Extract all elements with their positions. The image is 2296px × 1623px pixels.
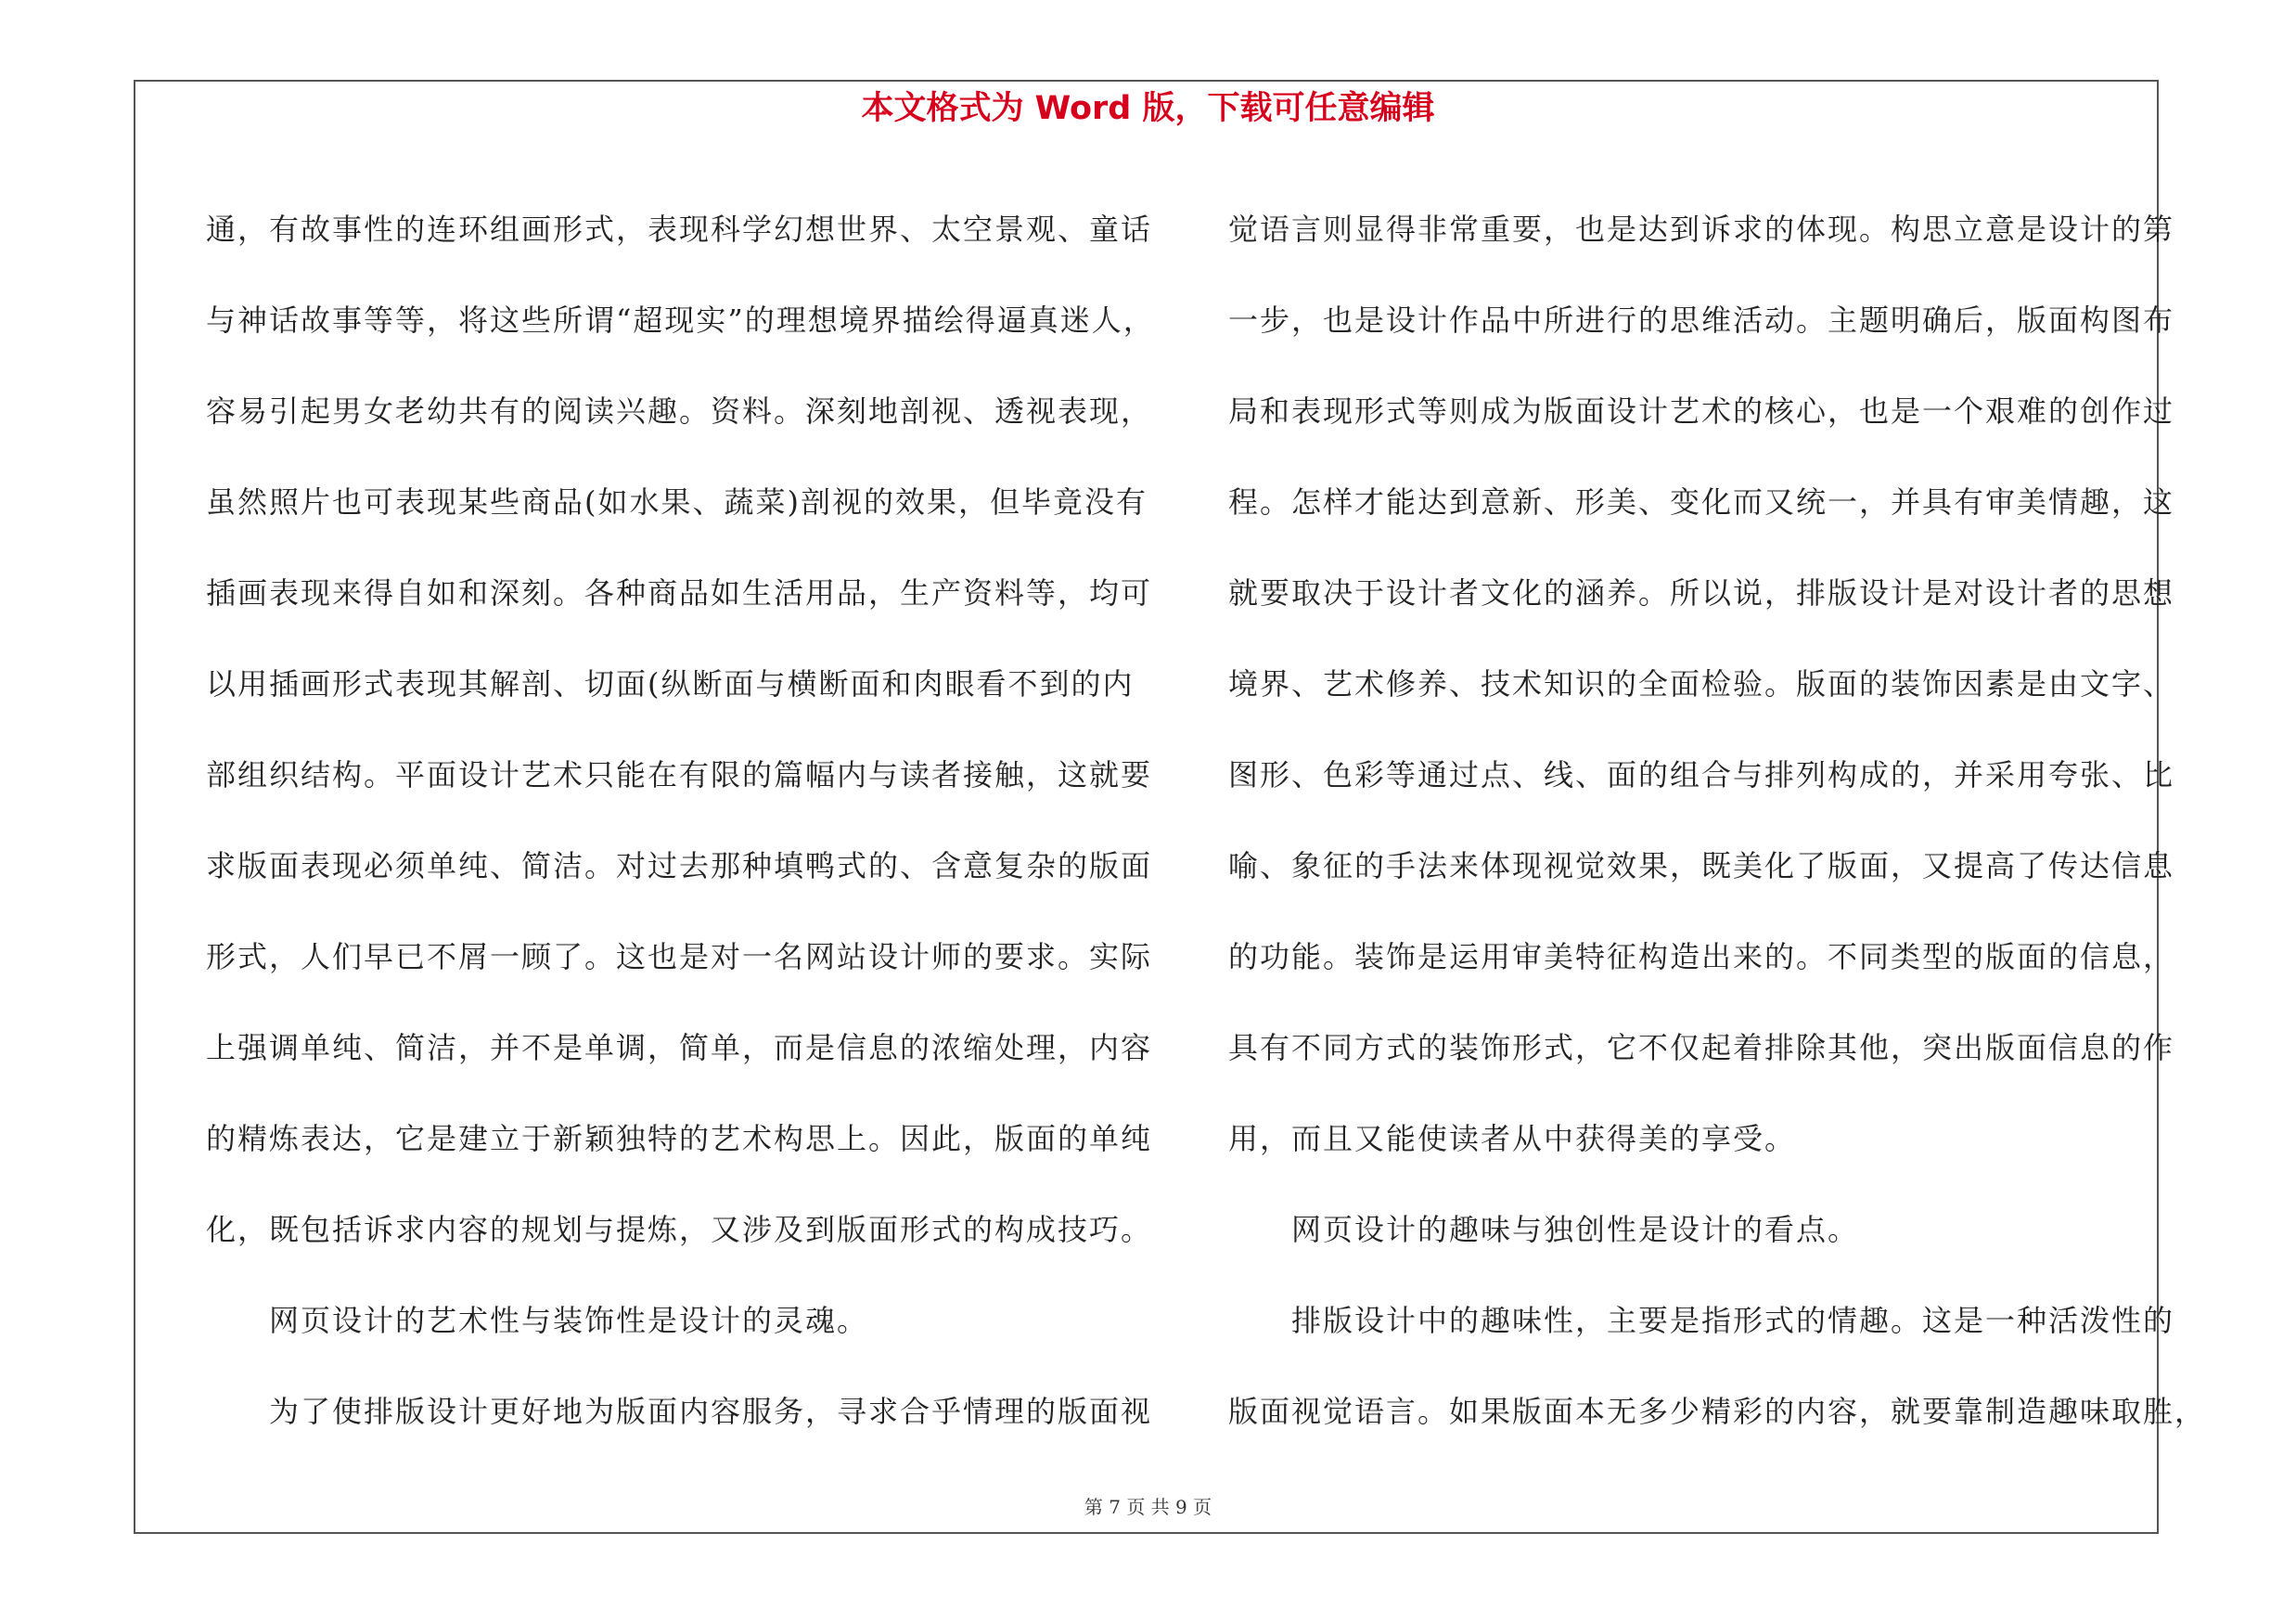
right-column [1228, 184, 2207, 1457]
text-line: 版面视觉语言。如果版面本无多少精彩的内容，就要靠制造趣味取胜， [1228, 1394, 2207, 1429]
text-line: 境界、艺术修养、技术知识的全面检验。版面的装饰因素是由文字、 [1228, 666, 2175, 702]
text-line: 具有不同方式的装饰形式，它不仅起着排除其他，突出版面信息的作 [1228, 1030, 2175, 1065]
text-line: 的功能。装饰是运用审美特征构造出来的。不同类型的版面的信息， [1228, 939, 2175, 974]
text-line: 上强调单纯、简洁，并不是单调，简单，而是信息的浓缩处理，内容 [206, 1030, 1153, 1065]
text-line: 部组织结构。平面设计艺术只能在有限的篇幅内与读者接触，这就要 [206, 757, 1153, 792]
paragraph-start-line: 排版设计中的趣味性，主要是指形式的情趣。这是一种活泼性的 [1291, 1303, 2175, 1338]
text-line: 与神话故事等等，将这些所谓“超现实”的理想境界描绘得逼真迷人， [206, 303, 1155, 338]
text-line: 用，而且又能使读者从中获得美的享受。 [1228, 1121, 1797, 1156]
text-line: 局和表现形式等则成为版面设计艺术的核心，也是一个艰难的创作过 [1228, 393, 2175, 429]
text-line: 以用插画形式表现其解剖、切面(纵断面与横断面和肉眼看不到的内 [206, 666, 1135, 702]
text-line: 一步，也是设计作品中所进行的思维活动。主题明确后，版面构图布 [1228, 303, 2175, 338]
text-line: 的精炼表达，它是建立于新颖独特的艺术构思上。因此，版面的单纯 [206, 1121, 1153, 1156]
text-line: 求版面表现必须单纯、简洁。对过去那种填鸭式的、含意复杂的版面 [206, 848, 1153, 883]
paragraph-start-line: 为了使排版设计更好地为版面内容服务，寻求合乎情理的版面视 [269, 1394, 1153, 1429]
text-line: 形式，人们早已不屑一顾了。这也是对一名网站设计师的要求。实际 [206, 939, 1153, 974]
text-line: 觉语言则显得非常重要，也是达到诉求的体现。构思立意是设计的第 [1228, 212, 2175, 247]
text-line: 程。怎样才能达到意新、形美、变化而又统一，并具有审美情趣，这 [1228, 484, 2175, 520]
text-line: 就要取决于设计者文化的涵养。所以说，排版设计是对设计者的思想 [1228, 575, 2175, 611]
text-line: 容易引起男女老幼共有的阅读兴趣。资料。深刻地剖视、透视表现， [206, 393, 1153, 429]
text-line: 插画表现来得自如和深刻。各种商品如生活用品，生产资料等，均可 [206, 575, 1153, 611]
text-line: 化，既包括诉求内容的规划与提炼，又涉及到版面形式的构成技巧。 [206, 1212, 1153, 1247]
text-line: 喻、象征的手法来体现视觉效果，既美化了版面，又提高了传达信息 [1228, 848, 2175, 883]
section-heading: 网页设计的艺术性与装饰性是设计的灵魂。 [269, 1303, 869, 1338]
left-column [206, 184, 1155, 1457]
text-line: 图形、色彩等通过点、线、面的组合与排列构成的，并采用夸张、比 [1228, 757, 2175, 792]
section-heading: 网页设计的趣味与独创性是设计的看点。 [1291, 1212, 1860, 1247]
text-line: 通，有故事性的连环组画形式，表现科学幻想世界、太空景观、童话 [206, 212, 1153, 247]
page-number-footer: 第 7 页 共 9 页 [1084, 1496, 1212, 1518]
text-line: 虽然照片也可表现某些商品(如水果、蔬菜)剖视的效果，但毕竟没有 [206, 484, 1148, 520]
format-banner: 本文格式为 Word 版，下载可任意编辑 [861, 90, 1435, 127]
